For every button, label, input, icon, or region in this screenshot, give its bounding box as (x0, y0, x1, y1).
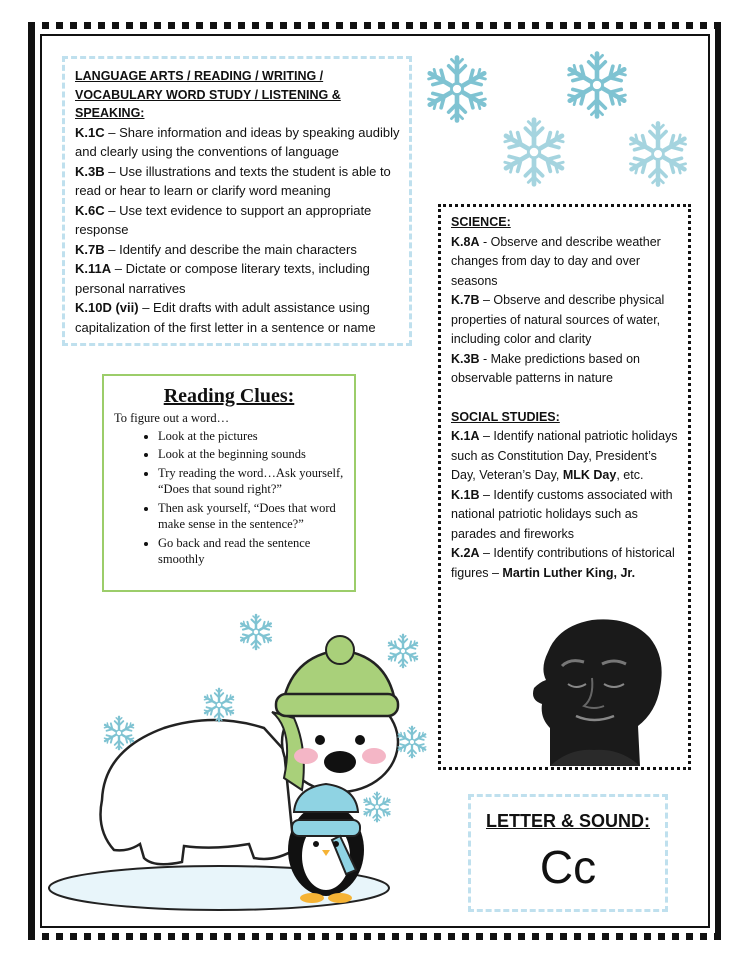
snowflake-icon (384, 632, 422, 670)
standard-item: K.11A – Dictate or compose literary texts, including personal narratives (75, 261, 370, 296)
standard-item: K.7B – Observe and describe physical properties of natural sources of water, including color and clarity (451, 293, 665, 346)
standard-item: K.1B – Identify customs associated with national patriotic holidays such as parades and fireworks (451, 487, 673, 541)
social-studies-header: SOCIAL STUDIES: (451, 409, 560, 424)
reading-clues-intro: To figure out a word… (114, 411, 230, 425)
language-arts-box (62, 56, 412, 346)
list-item: • Look at the beginning sounds (158, 446, 344, 463)
reading-clues-title: Reading Clues: (163, 385, 295, 407)
reading-clues-list (114, 428, 344, 568)
list-item: • Look at the pictures (158, 428, 344, 445)
standard-item: K.6C – Use text evidence to support an appropriate response (75, 202, 372, 237)
list-item: • Go back and read the sentence smoothly (158, 535, 344, 568)
reading-clues-box (102, 374, 356, 592)
standard-item: K.1A – Identify national patriotic holidays such as Constitution Day, President’s Day, Veteran’s Day, MLK Day, etc. (451, 429, 678, 482)
list-item: • Try reading the word…Ask yourself, “Does that sound right?” (158, 465, 344, 498)
snowflake-icon (420, 52, 494, 126)
snowflake-icon (100, 714, 138, 752)
standard-item: K.3B - Make predictions based on observable patterns in nature (451, 351, 640, 385)
letter-display: Cc (539, 841, 597, 893)
snowflake-icon (622, 118, 694, 190)
snowflake-icon (236, 612, 276, 652)
standard-item: K.1C – Share information and ideas by speaking audibly and clearly using the conventions of language (75, 124, 400, 159)
standard-item: K.8A - Observe and describe weather changes from day to day and over seasons (451, 234, 661, 288)
standard-item: K.10D (vii) – Edit drafts with adult assistance using capitalization of the first letter in a sentence or name (75, 300, 376, 335)
science-header: SCIENCE: (451, 215, 511, 229)
standard-item: K.3B – Use illustrations and texts the student is able to read or hear to learn or clarify word meaning (75, 163, 391, 198)
polar-bear-penguin-illustration (44, 600, 404, 920)
standard-item: K.7B – Identify and describe the main characters (75, 241, 357, 257)
snowflake-icon (394, 724, 430, 760)
letter-sound-title: LETTER & SOUND: (486, 811, 650, 831)
letter-sound-box (468, 794, 668, 912)
snowflake-icon (200, 686, 238, 724)
snowflake-icon (496, 114, 572, 190)
standard-item: K.2A – Identify contributions of historical figures – Martin Luther King, Jr. (451, 546, 675, 580)
mlk-portrait (510, 608, 680, 766)
list-item: • Then ask yourself, “Does that word make sense in the sentence?” (158, 500, 344, 533)
language-arts-header: LANGUAGE ARTS / READING / WRITING / VOCABULARY WORD STUDY / LISTENING & SPEAKING: (75, 69, 341, 120)
snowflake-icon (360, 790, 394, 824)
snowflake-icon (560, 48, 634, 122)
